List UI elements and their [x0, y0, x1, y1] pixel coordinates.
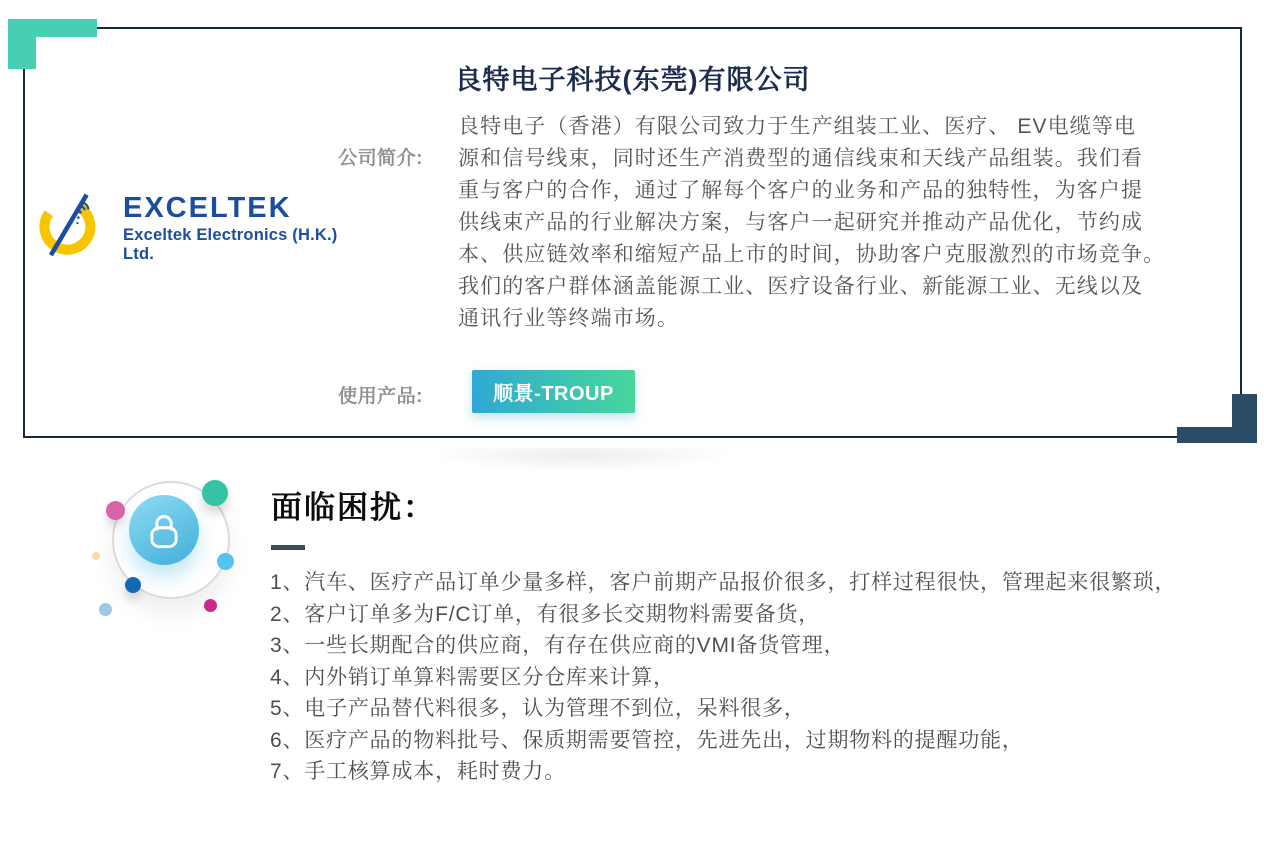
corner-accent-slate-horizontal — [1177, 427, 1257, 443]
exceltek-c-slash-mark-icon — [39, 191, 105, 257]
decor-dot-lightblue — [99, 603, 112, 616]
exceltek-logo — [39, 189, 349, 263]
profile-text-line: 本、供应链效率和缩短产品上市的时间，协助客户克服激烈的市场竞争。 — [458, 243, 1166, 266]
troubles-heading: 面临困扰： — [271, 490, 436, 525]
company-name-title: 良特电子科技(东莞)有限公司 — [454, 65, 811, 95]
heading-underline-dash — [271, 545, 305, 550]
product-button[interactable]: 顺景-TROUP — [472, 370, 635, 413]
logo-brand-text: EXCELTEK — [123, 192, 292, 224]
profile-text-line: 重与客户的合作，通过了解每个客户的业务和产品的独特性，为客户提 — [458, 179, 1144, 202]
company-card — [23, 27, 1242, 438]
logo-subtitle-text: Exceltek Electronics (H.K.) Ltd. — [123, 226, 338, 263]
profile-text-line: 源和信号线束，同时还生产消费型的通信线束和天线产品组装。我们看 — [458, 147, 1144, 170]
decor-dot-pale-yellow — [92, 552, 100, 560]
trouble-list-item: 3、一些长期配合的供应商，有存在供应商的VMI备货管理， — [270, 634, 846, 657]
profile-text-line: 通讯行业等终端市场。 — [458, 307, 679, 330]
trouble-list-item: 1、汽车、医疗产品订单少量多样，客户前期产品报价很多，打样过程很快，管理起来很繁琐， — [270, 571, 1177, 594]
decor-dot-magenta — [204, 599, 217, 612]
troubles-list — [270, 567, 1178, 788]
trouble-list-item: 5、电子产品替代料很多，认为管理不到位，呆料很多， — [270, 697, 806, 720]
profile-text-line: 供线束产品的行业解决方案，与客户一起研究并推动产品优化，节约成 — [458, 211, 1144, 234]
corner-accent-teal-vertical — [8, 19, 36, 69]
decor-dot-pink — [106, 501, 125, 520]
trouble-list-item: 7、手工核算成本，耗时费力。 — [270, 760, 566, 783]
trouble-list-item: 2、客户订单多为F/C订单，有很多长交期物料需要备货， — [270, 602, 821, 626]
used-product-label: 使用产品: — [338, 386, 423, 407]
decor-dot-teal — [202, 480, 228, 506]
decor-dot-skyblue — [217, 553, 234, 570]
soft-shadow-smudge — [425, 448, 735, 472]
lock-badge — [129, 495, 199, 565]
trouble-list-item: 6、医疗产品的物料批号、保质期需要管控，先进先出，过期物料的提醒功能， — [270, 728, 1024, 752]
decor-dot-navy — [125, 577, 141, 593]
trouble-list-item: 4、内外销订单算料需要区分仓库来计算， — [270, 665, 675, 689]
lock-icon — [146, 510, 182, 550]
profile-text-line: 良特电子（香港）有限公司致力于生产组装工业、医疗、 EV电缆等电 — [458, 115, 1137, 138]
profile-text-line: 我们的客户群体涵盖能源工业、医疗设备行业、新能源工业、无线以及 — [458, 275, 1144, 298]
company-profile-label: 公司简介: — [338, 148, 423, 169]
company-profile-text — [458, 111, 1165, 335]
